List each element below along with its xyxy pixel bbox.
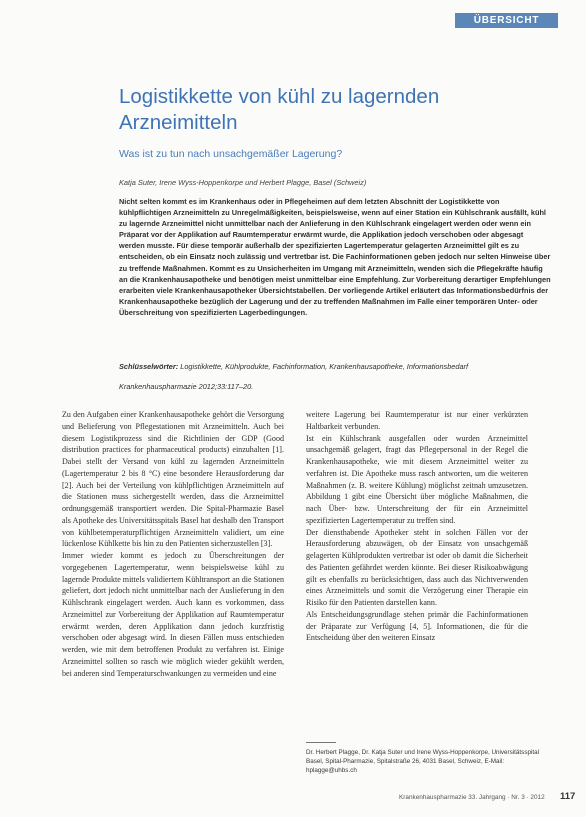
author-affiliation-footnote: Dr. Herbert Plagge, Dr. Katja Suter und Irene Wyss-Hoppenkorpe, Universitätsspital Basel, Spital-Pharmazie, Spitalstraße 26, 4031 Basel, Schweiz, E-Mail: hplagge@uhbs.ch xyxy=(306,749,540,775)
article-subtitle: Was ist zu tun nach unsachgemäßer Lagerung? xyxy=(119,148,343,160)
article-title: Logistikkette von kühl zu lagernden Arzneimitteln xyxy=(119,85,440,134)
page-number: 117 xyxy=(560,791,576,802)
body-paragraph: Ist ein Kühlschrank ausgefallen oder wurden Arzneimittel unsachgemäß gelagert, fragt das Pflegepersonal in der Regel die Krankenhausapotheke, wie mit diesem Arzneimittel weiter zu verfahren ist. Die Apotheke muss rasch antworten, um die weiteren Maßnahmen (z. B. weitere Kühlung) möglichst zeitnah umzusetzen. Abbildung 1 gibt eine Übersicht über mögliche Maßnahmen, die nach Über- bzw. Unterschreitung der für ein Arzneimittel spezifizierten Lagertemperatur zu treffen sind. xyxy=(306,433,528,525)
article-abstract: Nicht selten kommt es im Krankenhaus oder in Pflegeheimen auf dem letzten Abschnitt der Logistikkette von kühlpflichtigen Arzneimitteln zu Unregelmäßigkeiten, beispielsweise, wenn auf einer Station ein Kühlschrank ausfällt, kühl zu lagernde Arzneimittel nicht unmittelbar nach der Anlieferung in den Kühlschrank eingelagert werden oder wenn ein Präparat vor der Applikation auf Raumtemperatur erwärmt wurde, die Applikation jedoch verschoben oder abgesagt werden musste. Für diese temporär außerhalb der spezifizierten Lagertemperatur gelagerten Arzneimittel gilt es zu entscheiden, ob ein Einsatz noch zulässig und vertretbar ist. Die Fachinformationen geben jedoch nur selten Hinweise über zu treffende Maßnahmen. Kommt es zu Unsicherheiten im Umgang mit Arzneimitteln, wenden sich die Pflegekräfte häufig an die Krankenhausapotheke und benötigen meist unmittelbar eine Empfehlung. Zur Vorbereitung derartiger Empfehlungen erarbeiten viele Krankenhausapotheker Übersichtstabellen. Der vorliegende Artikel erläutert das Informationsbedürfnis der Krankenhausapotheke bezüglich der Lagerung und der zu treffenden Maßnahmen im Falle einer temporären Unter- oder Überschreitung von spezifizierten Lagerbedingungen. xyxy=(119,197,551,317)
keywords-list: Logistikkette, Kühlprodukte, Fachinformation, Krankenhausapotheke, Informationsbedarf xyxy=(180,362,469,371)
section-label: ÜBERSICHT xyxy=(455,13,558,28)
body-column-right xyxy=(306,409,528,644)
citation: Krankenhauspharmazie 2012;33:117–20. xyxy=(119,382,254,391)
footnote-divider xyxy=(306,742,336,743)
journal-footer: Krankenhauspharmazie 33. Jahrgang · Nr. 3 · 2012 xyxy=(399,794,545,801)
body-paragraph: Der diensthabende Apotheker steht in solchen Fällen vor der Herausforderung abzuwägen, ob der Einsatz von unsachgemäß gelagerten Kühlprodukten vertretbar ist oder ob damit die Sicherheit des Patienten gefährdet werden könnte. Bei dieser Risikoabwägung gilt es ebenfalls zu berücksichtigen, dass auch das Nichtverwenden eines Arzneimittels und somit die Verzögerung einer Therapie ein Risiko für den Patienten darstellen kann. xyxy=(306,527,528,607)
keywords xyxy=(119,361,551,372)
body-paragraph: weitere Lagerung bei Raumtemperatur ist nur einer verkürzten Haltbarkeit verbunden. xyxy=(306,410,528,431)
body-paragraph: Immer wieder kommt es jedoch zu Überschreitungen der vorgegebenen Lagertemperatur, wenn beispielsweise kühl zu lagernde Produkte mittels validiertem Kühltransport an die Stationen geliefert, dort jedoch nicht unmittelbar nach der Auslieferung in den Kühlschrank eingelagert werden. Auch kann es vorkommen, dass Arzneimittel zur Vorbereitung der Applikation auf Raumtemperatur erwärmt werden, deren Applikation dann jedoch kurzfristig verschoben oder abgesagt wird. In diesen Fällen muss entschieden werden, wie mit dem betroffenen Produkt zu verfahren ist. Einige Arzneimittel sollten so rasch wie möglich wieder gekühlt werden, bei anderen sind Temperaturschwankungen zu vermeiden und eine xyxy=(62,551,284,678)
body-paragraph: Zu den Aufgaben einer Krankenhausapotheke gehört die Versorgung und Belieferung von Pflegestationen mit Arzneimitteln. Auch bei diesem Logistikprozess sind die Richtlinien der GDP (Good distribution practices for pharmaceutical products) einzuhalten [1]. Dabei stellt der Versand von kühl zu lagernden Arzneimitteln (Lagertemperatur 2 bis 8 °C) eine besondere Herausforderung dar [2]. Auch bei der Verteilung von kühlpflichtigen Arzneimitteln auf die Stationen muss sichergestellt werden, dass die Arzneimittel ordnungsgemäß transportiert werden. Die Spital-Pharmazie Basel als Apotheke des Universitätsspitals Basel hat deshalb den Transport von kühlbetemperaturpflichtigen Arzneimitteln validiert, um eine lückenlose Kühlkette bis hin zu den Patienten sicherzustellen [3]. xyxy=(62,410,284,549)
keywords-label: Schlüsselwörter: xyxy=(119,362,179,371)
article-authors: Katja Suter, Irene Wyss-Hoppenkorpe und Herbert Plagge, Basel (Schweiz) xyxy=(119,178,367,187)
body-column-left xyxy=(62,409,284,679)
body-paragraph: Als Entscheidungsgrundlage stehen primär die Fachinformationen der Präparate zur Verfügung [4, 5]. Informationen, die für die Entscheidung über den weiteren Einsatz xyxy=(306,609,528,643)
